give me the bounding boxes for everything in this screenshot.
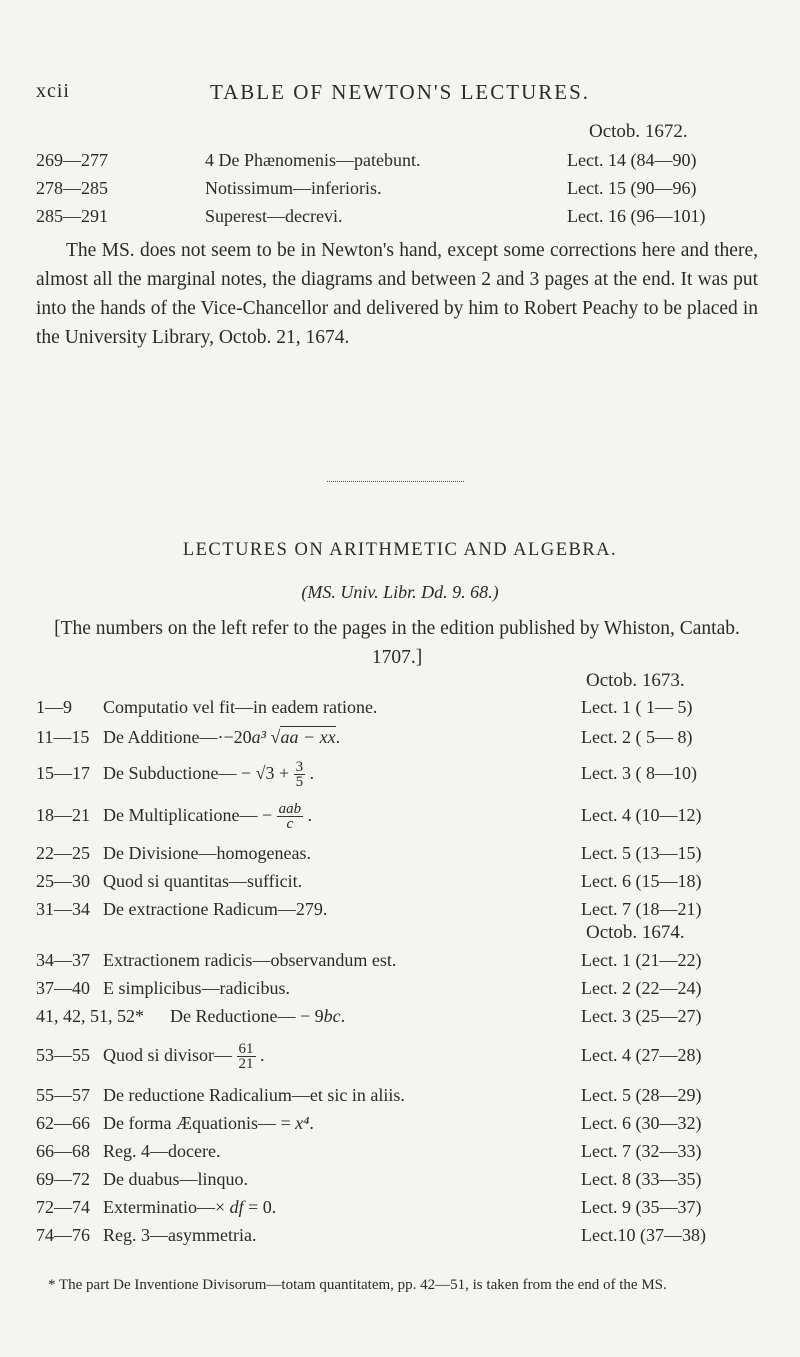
table-row: [0, 1108, 800, 1138]
lecture-number: Lect. 1 (21—22): [581, 950, 702, 970]
title-text: = 0.: [243, 1197, 277, 1217]
fraction: [294, 760, 306, 789]
editorial-intro: [The numbers on the left refer to the pages in the edition published by Whiston, Cantab. 1707.]: [54, 618, 740, 668]
lecture-number: Lect. 16 (96—101): [567, 206, 706, 226]
manuscript-note: The MS. does not seem to be in Newton's hand, except some corrections here and there, almost all the marginal notes, the diagrams and between 2 and 3 pages at the end. It was put into the hands of the Vice-Chancellor and delivered by him to Robert Peachy to be placed in the University Library, Octob. 21, 1674.: [36, 240, 758, 348]
page-range: 278—285: [36, 178, 108, 198]
title-text: .: [335, 727, 341, 747]
denominator: 5: [295, 774, 304, 791]
footnote: * The part De Inventione Divisorum—totam quantitatem, pp. 42—51, is taken from the end of the MS.: [48, 1277, 667, 1293]
fraction: [277, 802, 304, 831]
title-text: De Reductione— − 9: [170, 1006, 324, 1026]
numerator: 61: [238, 1041, 254, 1058]
math-term: bc: [323, 1006, 341, 1026]
lecture-number: Lect. 2 ( 5— 8): [581, 727, 693, 747]
title-text: Quod si divisor—: [103, 1045, 237, 1065]
page-range: 69—72: [36, 1169, 90, 1189]
numerator: 3: [295, 759, 304, 776]
title-text: .: [255, 1045, 265, 1065]
lecture-title: [103, 758, 314, 789]
table-row: [0, 1136, 800, 1166]
page-header: [0, 80, 800, 110]
lecture-title: Notissimum—inferioris.: [205, 178, 382, 198]
lecture-title: De Divisione—homogeneas.: [103, 843, 311, 863]
title-text: De Subductione— − √3 +: [103, 763, 294, 783]
page-range: 18—21: [36, 805, 90, 825]
page-range: 72—74: [36, 1197, 90, 1217]
math-term: df: [229, 1197, 244, 1217]
denominator: c: [286, 816, 294, 833]
title-text: .: [340, 1006, 346, 1026]
date-line-1674: [0, 918, 800, 948]
page-range: 66—68: [36, 1141, 90, 1161]
lecture-title: [103, 800, 312, 831]
lecture-number: Lect. 15 (90—96): [567, 178, 697, 198]
table-row: [0, 1220, 800, 1250]
table-row: [0, 973, 800, 1003]
section-divider: [327, 481, 464, 482]
lecture-number: Lect. 7 (32—33): [581, 1141, 702, 1161]
lecture-number: Lect. 3 (25—27): [581, 1006, 702, 1026]
lecture-title: [103, 1040, 265, 1071]
lecture-title: Computatio vel fit—in eadem ratione.: [103, 697, 378, 717]
page-range: 15—17: [36, 763, 90, 783]
date-line-1672: [0, 117, 800, 147]
table-row: [0, 1001, 800, 1031]
lecture-title: Superest—decrevi.: [205, 206, 343, 226]
page-range: 55—57: [36, 1085, 90, 1105]
lecture-date: Octob. 1673.: [586, 670, 685, 691]
page-range: 269—277: [36, 150, 108, 170]
title-text: De forma Æquationis— =: [103, 1113, 296, 1133]
lecture-title: De extractione Radicum—279.: [103, 899, 328, 919]
table-row: [0, 866, 800, 896]
table-row: [0, 692, 800, 722]
lecture-number: Lect. 5 (28—29): [581, 1085, 702, 1105]
lecture-title: E simplicibus—radicibus.: [103, 978, 290, 998]
lecture-number: Lect.10 (37—38): [581, 1225, 706, 1245]
lecture-number: Lect. 8 (33—35): [581, 1169, 702, 1189]
page-range: 285—291: [36, 206, 108, 226]
table-row: [0, 1164, 800, 1194]
lecture-title: Quod si quantitas—sufficit.: [103, 871, 303, 891]
page-range: 22—25: [36, 843, 90, 863]
lecture-title: [170, 1001, 345, 1031]
lecture-title: De reductione Radicalium—et sic in aliis.: [103, 1085, 405, 1105]
fraction: [237, 1042, 256, 1071]
lecture-number: Lect. 1 ( 1— 5): [581, 697, 693, 717]
title-text: .: [309, 1113, 314, 1133]
section-heading: LECTURES ON ARITHMETIC AND ALGEBRA.: [182, 540, 618, 560]
lecture-number: Lect. 6 (30—32): [581, 1113, 702, 1133]
page-range: 41, 42, 51, 52*: [36, 1006, 144, 1026]
lecture-title: [103, 1192, 276, 1222]
manuscript-reference: (MS. Univ. Libr. Dd. 9. 68.): [301, 582, 499, 602]
lecture-number: Lect. 2 (22—24): [581, 978, 702, 998]
table-row: [0, 722, 800, 752]
title-text: .: [305, 763, 315, 783]
page-range: 37—40: [36, 978, 90, 998]
title-text: .: [303, 805, 313, 825]
page-range: 53—55: [36, 1045, 90, 1065]
lecture-date: Octob. 1674.: [586, 922, 685, 943]
lecture-number: Lect. 7 (18—21): [581, 899, 702, 919]
lecture-title: Extractionem radicis—observandum est.: [103, 950, 397, 970]
math-term: a³: [251, 727, 267, 747]
denominator: 21: [238, 1056, 254, 1073]
page-range: 62—66: [36, 1113, 90, 1133]
lecture-title: [103, 1108, 314, 1138]
title-text: Exterminatio—×: [103, 1197, 230, 1217]
table-row: [0, 945, 800, 975]
lecture-title: Reg. 4—docere.: [103, 1141, 221, 1161]
page-range: 25—30: [36, 871, 90, 891]
lecture-number: Lect. 3 ( 8—10): [581, 763, 697, 783]
lecture-number: Lect. 4 (27—28): [581, 1045, 702, 1065]
page-range: 31—34: [36, 899, 90, 919]
page-range: 1—9: [36, 697, 72, 717]
radicand: aa − xx: [280, 727, 336, 747]
table-row: [0, 800, 800, 833]
page-range: 74—76: [36, 1225, 90, 1245]
title-text: De Multiplicatione— −: [103, 805, 277, 825]
table-row: [0, 173, 800, 203]
lecture-number: Lect. 6 (15—18): [581, 871, 702, 891]
lecture-title: De Additione—·−20a³ √aa − xx.: [103, 727, 341, 747]
table-row: [0, 1192, 800, 1222]
lecture-date: Octob. 1672.: [589, 121, 688, 142]
title-text: De Additione—·−20: [103, 727, 252, 747]
table-row: [0, 145, 800, 175]
lecture-number: Lect. 14 (84—90): [567, 150, 697, 170]
lecture-title: De duabus—linquo.: [103, 1169, 248, 1189]
page-number: xcii: [36, 80, 70, 102]
lecture-number: Lect. 4 (10—12): [581, 805, 702, 825]
lecture-number: Lect. 9 (35—37): [581, 1197, 702, 1217]
table-row: [0, 758, 800, 791]
lecture-title: Reg. 3—asymmetria.: [103, 1225, 257, 1245]
lecture-title: 4 De Phænomenis—patebunt.: [205, 150, 421, 170]
running-title: TABLE OF NEWTON'S LECTURES.: [209, 80, 591, 104]
math-term: x⁴: [295, 1113, 310, 1133]
table-row: [0, 201, 800, 231]
table-row: [0, 1040, 800, 1073]
lecture-number: Lect. 5 (13—15): [581, 843, 702, 863]
table-row: [0, 1080, 800, 1110]
page-range: 11—15: [36, 727, 90, 747]
page-range: 34—37: [36, 950, 90, 970]
numerator: aab: [278, 801, 302, 818]
table-row: [0, 838, 800, 868]
